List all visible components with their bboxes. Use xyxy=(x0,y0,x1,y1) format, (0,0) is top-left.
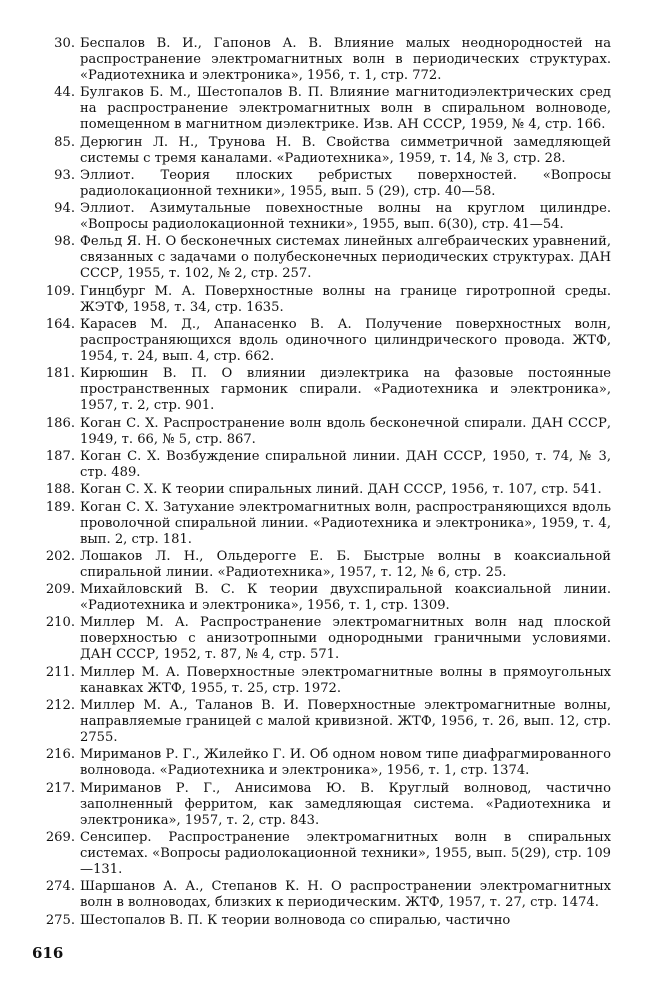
reference-text: Беспалов В. И., Гапонов А. В. Влияние малых неоднородностей на распространение электромагнитных волн в периодических структурах. «Радиотехника и электроника», 1956, т. 1, стр. 772. xyxy=(80,36,611,83)
reference-entry xyxy=(34,698,611,746)
reference-text: Мириманов Р. Г., Анисимова Ю. В. Круглый волновод, частично заполненный ферритом, как замедляющая система. «Радиотехника и электроника», 1957, т. 2, стр. 843. xyxy=(80,780,611,828)
reference-entry xyxy=(34,482,611,498)
reference-entry xyxy=(34,135,611,167)
reference-text: Карасев М. Д., Апанасенко В. А. Получение поверхностных волн, распространяющихся вдоль одиночного цилиндрического провода. ЖТФ, 1954, т. 24, вып. 4, стр. 662. xyxy=(80,317,611,365)
reference-number: 189. xyxy=(45,499,75,515)
reference-text: Булгаков Б. М., Шестопалов В. П. Влияние магнитодиэлектрических сред на распространение электромагнитных волн в спиральном волноводе, помещенном в магнитном диэлектрике. Изв. АН СССР, 1959, № 4, стр. 166. xyxy=(80,85,611,133)
reference-text: Коган С. Х. Затухание электромагнитных волн, распространяющихся вдоль проволочной спиральной линии. «Радиотехника и электроника», 1959, т. 4, вып. 2, стр. 181. xyxy=(80,499,611,547)
reference-number: 44. xyxy=(54,85,75,101)
reference-number: 94. xyxy=(54,201,75,217)
reference-text: Коган С. Х. Распространение волн вдоль бесконечной спирали. ДАН СССР, 1949, т. 66, № 5, стр. 867. xyxy=(80,415,611,447)
reference-entry xyxy=(34,615,611,663)
reference-text: Мириманов Р. Г., Жилейко Г. И. Об одном новом типе диафрагмированного волновода. «Радиотехника и электроника», 1956, т. 1, стр. 1374. xyxy=(80,747,611,779)
reference-number: 187. xyxy=(45,448,75,464)
reference-list xyxy=(34,36,611,929)
reference-entry xyxy=(34,549,611,581)
reference-entry xyxy=(34,85,611,133)
reference-entry xyxy=(34,168,611,200)
reference-entry xyxy=(34,582,611,614)
reference-text: Коган С. Х. К теории спиральных линий. ДАН СССР, 1956, т. 107, стр. 541. xyxy=(80,482,602,498)
reference-number: 181. xyxy=(45,366,75,382)
reference-text: Дерюгин Л. Н., Трунова Н. В. Свойства симметричной замедляющей системы с тремя каналами. «Радиотехника», 1959, т. 14, № 3, стр. 28. xyxy=(80,134,611,166)
reference-entry xyxy=(34,781,611,829)
reference-number: 30. xyxy=(54,36,75,51)
reference-entry xyxy=(34,201,611,233)
reference-text: Миллер М. А. Поверхностные электромагнитные волны в прямоугольных канавках ЖТФ, 1955, т. 25, стр. 1972. xyxy=(80,664,611,696)
reference-text: Коган С. Х. Возбуждение спиральной линии. ДАН СССР, 1950, т. 74, № 3, стр. 489. xyxy=(80,448,611,480)
reference-entry xyxy=(34,36,611,84)
reference-entry xyxy=(34,500,611,548)
reference-entry xyxy=(34,665,611,697)
reference-number: 211. xyxy=(45,664,75,680)
reference-number: 274. xyxy=(45,879,75,895)
reference-entry xyxy=(34,747,611,779)
reference-number: 188. xyxy=(45,482,75,498)
reference-number: 269. xyxy=(45,829,75,845)
reference-number: 109. xyxy=(45,283,75,299)
reference-number: 212. xyxy=(45,698,75,714)
reference-number: 209. xyxy=(45,582,75,598)
reference-text: Фельд Я. Н. О бесконечных системах линейных алгебраических уравнений, связанных с задачами о полубесконечных периодических структурах. ДАН СССР, 1955, т. 102, № 2, стр. 257. xyxy=(80,234,611,282)
reference-text: Эллиот. Азимутальные повехностные волны на круглом цилиндре. «Вопросы радиолокационной техники», 1955, вып. 6(30), стр. 41—54. xyxy=(80,201,611,233)
reference-entry xyxy=(34,449,611,481)
reference-number: 202. xyxy=(45,548,75,564)
reference-number: 85. xyxy=(54,134,75,150)
reference-text: Шестопалов В. П. К теории волновода со спиралью, частично xyxy=(80,912,511,928)
reference-entry xyxy=(34,416,611,448)
reference-text: Гинцбург М. А. Поверхностные волны на границе гиротропной среды. ЖЭТФ, 1958, т. 34, стр. 1635. xyxy=(80,283,611,315)
reference-text: Миллер М. А. Распространение электромагнитных волн над плоской поверхностью с анизотропными однородными граничными условиями. ДАН СССР, 1952, т. 87, № 4, стр. 571. xyxy=(80,615,611,663)
reference-number: 186. xyxy=(45,415,75,431)
reference-number: 275. xyxy=(45,912,75,928)
reference-number: 217. xyxy=(45,780,75,796)
reference-entry xyxy=(34,234,611,282)
reference-text: Лошаков Л. Н., Ольдерогге Е. Б. Быстрые волны в коаксиальной спиральной линии. «Радиотехника», 1957, т. 12, № 6, стр. 25. xyxy=(80,548,611,580)
reference-number: 98. xyxy=(54,234,75,250)
reference-entry xyxy=(34,284,611,316)
reference-entry xyxy=(34,830,611,878)
reference-text: Сенсипер. Распространение электромагнитных волн в спиральных системах. «Вопросы радиолокационной техники», 1955, вып. 5(29), стр. 109—131. xyxy=(80,829,611,877)
reference-number: 210. xyxy=(45,615,75,631)
reference-entry xyxy=(34,913,611,929)
reference-text: Эллиот. Теория плоских ребристых поверхностей. «Вопросы радиолокационной техники», 1955, вып. 5 (29), стр. 40—58. xyxy=(80,167,611,199)
reference-text: Михайловский В. С. К теории двухспиральной коаксиальной линии. «Радиотехника и электроника», 1956, т. 1, стр. 1309. xyxy=(80,582,611,614)
reference-number: 216. xyxy=(45,747,75,763)
reference-number: 164. xyxy=(45,317,75,333)
page-number: 616 xyxy=(32,944,64,962)
reference-entry xyxy=(34,317,611,365)
reference-entry xyxy=(34,879,611,911)
reference-entry xyxy=(34,366,611,414)
reference-text: Миллер М. А., Таланов В. И. Поверхностные электромагнитные волны, направляемые границей с малой кривизной. ЖТФ, 1956, т. 26, вып. 12, стр. 2755. xyxy=(80,698,611,746)
reference-text: Кирюшин В. П. О влиянии диэлектрика на фазовые постоянные пространственных гармоник спирали. «Радиотехника и электроника», 1957, т. 2, стр. 901. xyxy=(80,366,611,414)
reference-text: Шаршанов А. А., Степанов К. Н. О распространении электромагнитных волн в волноводах, близких к периодическим. ЖТФ, 1957, т. 27, стр. 1474. xyxy=(80,879,611,911)
reference-number: 93. xyxy=(54,167,75,183)
